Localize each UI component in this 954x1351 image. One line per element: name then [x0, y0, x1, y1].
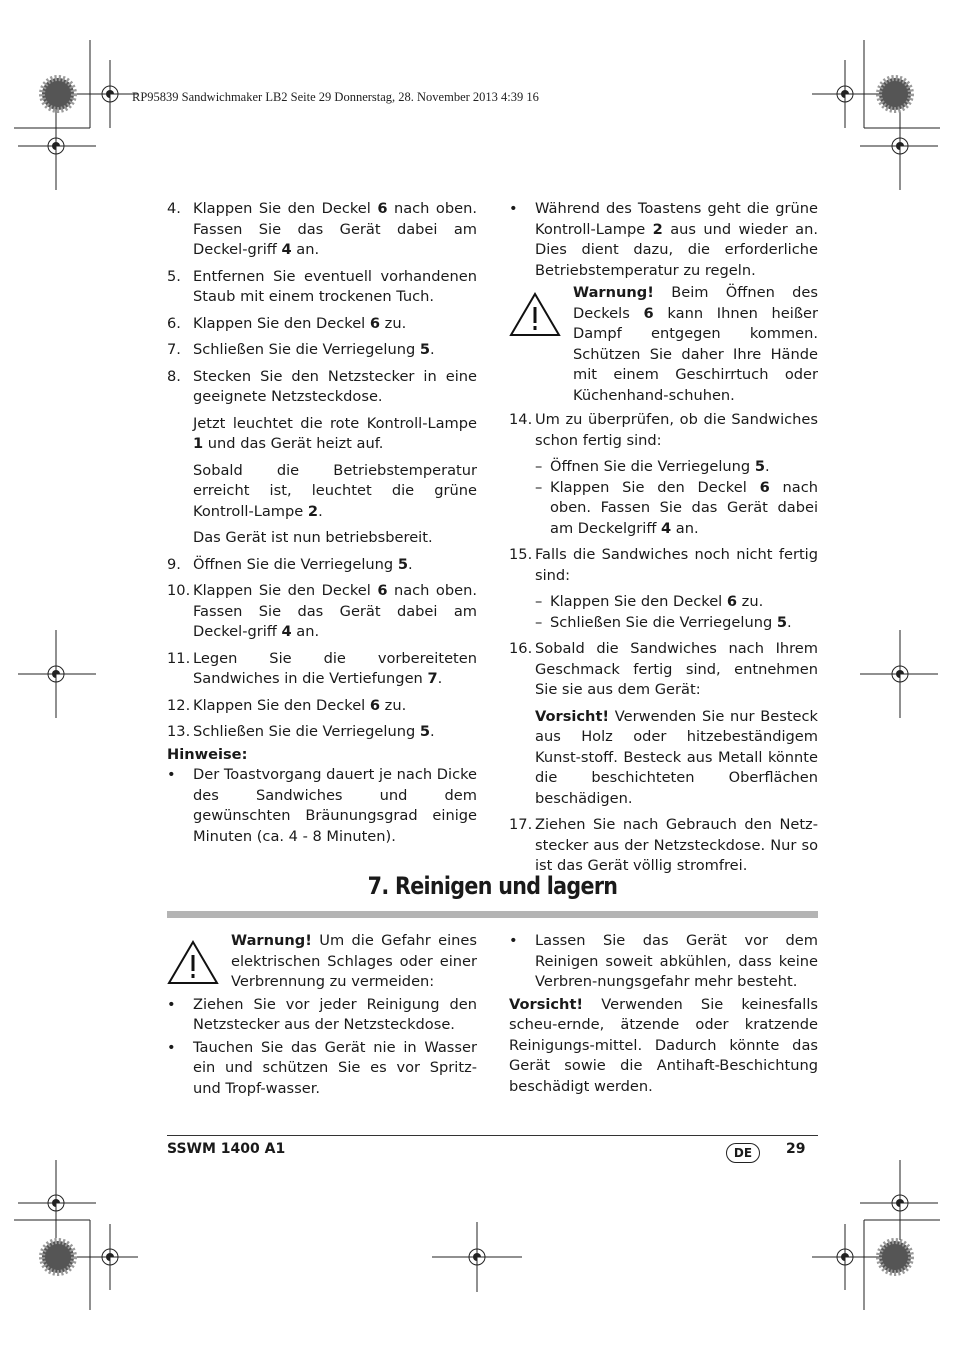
notes-title: Hinweise: — [167, 745, 248, 763]
cleaning-right-column — [509, 931, 818, 1097]
warning-triangle-icon — [509, 283, 573, 406]
step-8-note-3: Das Gerät ist nun betriebsbereit. — [193, 529, 433, 546]
step-12: 12. Klappen Sie den Deckel 6 zu. — [167, 696, 407, 714]
step-15-dash-2: – Schließen Sie die Verriegelung 5. — [535, 613, 792, 631]
warning-triangle-icon — [167, 931, 231, 993]
step-14-dash-1: – Öffnen Sie die Verriegelung 5. — [535, 458, 770, 475]
step-8: 8. Stecken Sie den Netzstecker in eine geeignete Netzsteckdose. — [167, 367, 477, 405]
step-14-dash-2: – Klappen Sie den Deckel 6 nach oben. Fassen Sie das Gerät dabei am Deckelgriff 4 an. — [535, 478, 818, 537]
step-11: 11. Legen Sie die vorbereiteten Sandwiches in die Vertiefungen 7. — [167, 649, 477, 687]
lamp-bullet: • Während des Toastens geht die grüne Kontroll-Lampe 2 aus und wieder an. Dies dient dazu, die erforderliche Betriebstemperatur zu regeln. — [509, 200, 818, 279]
footer-model: SSWM 1400 A1 — [167, 1141, 286, 1157]
shock-warning: Warnung! Um die Gefahr eines elektrischen Schlages oder einer Verbrennung zu vermeiden: — [167, 931, 477, 993]
cleaning-bullet-2: • Tauchen Sie das Gerät nie in Wasser ein und schützen Sie es vor Spritz- und Tropf-wasser. — [167, 1038, 477, 1097]
step-14: 14. Um zu überprüfen, ob die Sandwiches schon fertig sind: — [509, 411, 818, 449]
left-column — [167, 199, 477, 849]
step-10: 10. Klappen Sie den Deckel 6 nach oben. Fassen Sie das Gerät dabei am Deckel-griff 4 an. — [167, 582, 477, 640]
step-15-dash-1: – Klappen Sie den Deckel 6 zu. — [535, 593, 764, 610]
section-heading: 7. Reinigen und lagern — [367, 872, 618, 900]
cleaning-bullet-3: • Lassen Sie das Gerät vor dem Reinigen soweit abkühlen, dass keine Verbren-nungsgefahr mehr besteht. — [509, 932, 818, 990]
step-16: 16. Sobald die Sandwiches nach Ihrem Geschmack fertig sind, entnehmen Sie sie aus dem Gerät: — [509, 640, 818, 698]
step-17: 17. Ziehen Sie nach Gebrauch den Netz-stecker aus der Netzsteckdose. Nur so ist das Gerät völlig stromfrei. — [509, 816, 818, 874]
cleaning-left-column — [167, 931, 477, 1101]
step-8-note-2: Sobald die Betriebstemperatur erreicht ist, leuchtet die grüne Kontroll-Lampe 2. — [193, 461, 477, 520]
footer-rule — [167, 1135, 818, 1136]
language-badge: DE — [726, 1143, 760, 1163]
right-column — [509, 199, 818, 883]
step-6: 6. Klappen Sie den Deckel 6 zu. — [167, 314, 407, 332]
cleaning-bullet-1: • Ziehen Sie vor jeder Reinigung den Netzstecker aus der Netzsteckdose. — [167, 995, 477, 1033]
step-13: 13. Schließen Sie die Verriegelung 5. — [167, 723, 435, 740]
note-bullet: • Der Toastvorgang dauert je nach Dicke des Sandwiches und dem gewünschten Bräunungsgrad einige Minuten (ca. 4 - 8 Minuten). — [167, 766, 477, 845]
step-9: 9. Öffnen Sie die Verriegelung 5. — [167, 555, 413, 573]
step-16-caution: Vorsicht! Verwenden Sie nur Besteck aus Holz oder hitzebeständigem Kunst-stoff. Besteck aus Metall könnte die beschichteten Oberflächen beschädigen. — [535, 707, 818, 807]
steam-warning: Warnung! Beim Öffnen des Deckels 6 kann Ihnen heißer Dampf entgegen kommen. Schützen Sie daher Ihre Hände mit einem Geschirrtuch oder Küchenhand-schuhen. — [509, 283, 818, 406]
step-4: 4. Klappen Sie den Deckel 6 nach oben. Fassen Sie das Gerät dabei am Deckel-griff 4 an. — [167, 200, 477, 258]
step-8-note-1: Jetzt leuchtet die rote Kontroll-Lampe 1 und das Gerät heizt auf. — [193, 414, 477, 452]
heading-rule — [167, 911, 818, 918]
cleaning-caution: Vorsicht! Verwenden Sie keinesfalls scheu-ernde, ätzende oder kratzende Reinigungs-mittel. Dadurch könnte das Gerät sowie die Antihaft-Beschichtung beschädigt werden. — [509, 995, 818, 1095]
step-7: 7. Schließen Sie die Verriegelung 5. — [167, 341, 435, 358]
step-15: 15. Falls die Sandwiches noch nicht fertig sind: — [509, 546, 818, 584]
page-number: 29 — [786, 1141, 806, 1157]
step-5: 5. Entfernen Sie eventuell vorhandenen Staub mit einem trockenen Tuch. — [167, 267, 477, 305]
print-slug: RP95839 Sandwichmaker LB2 Seite 29 Donnerstag, 28. November 2013 4:39 16 — [132, 90, 539, 104]
